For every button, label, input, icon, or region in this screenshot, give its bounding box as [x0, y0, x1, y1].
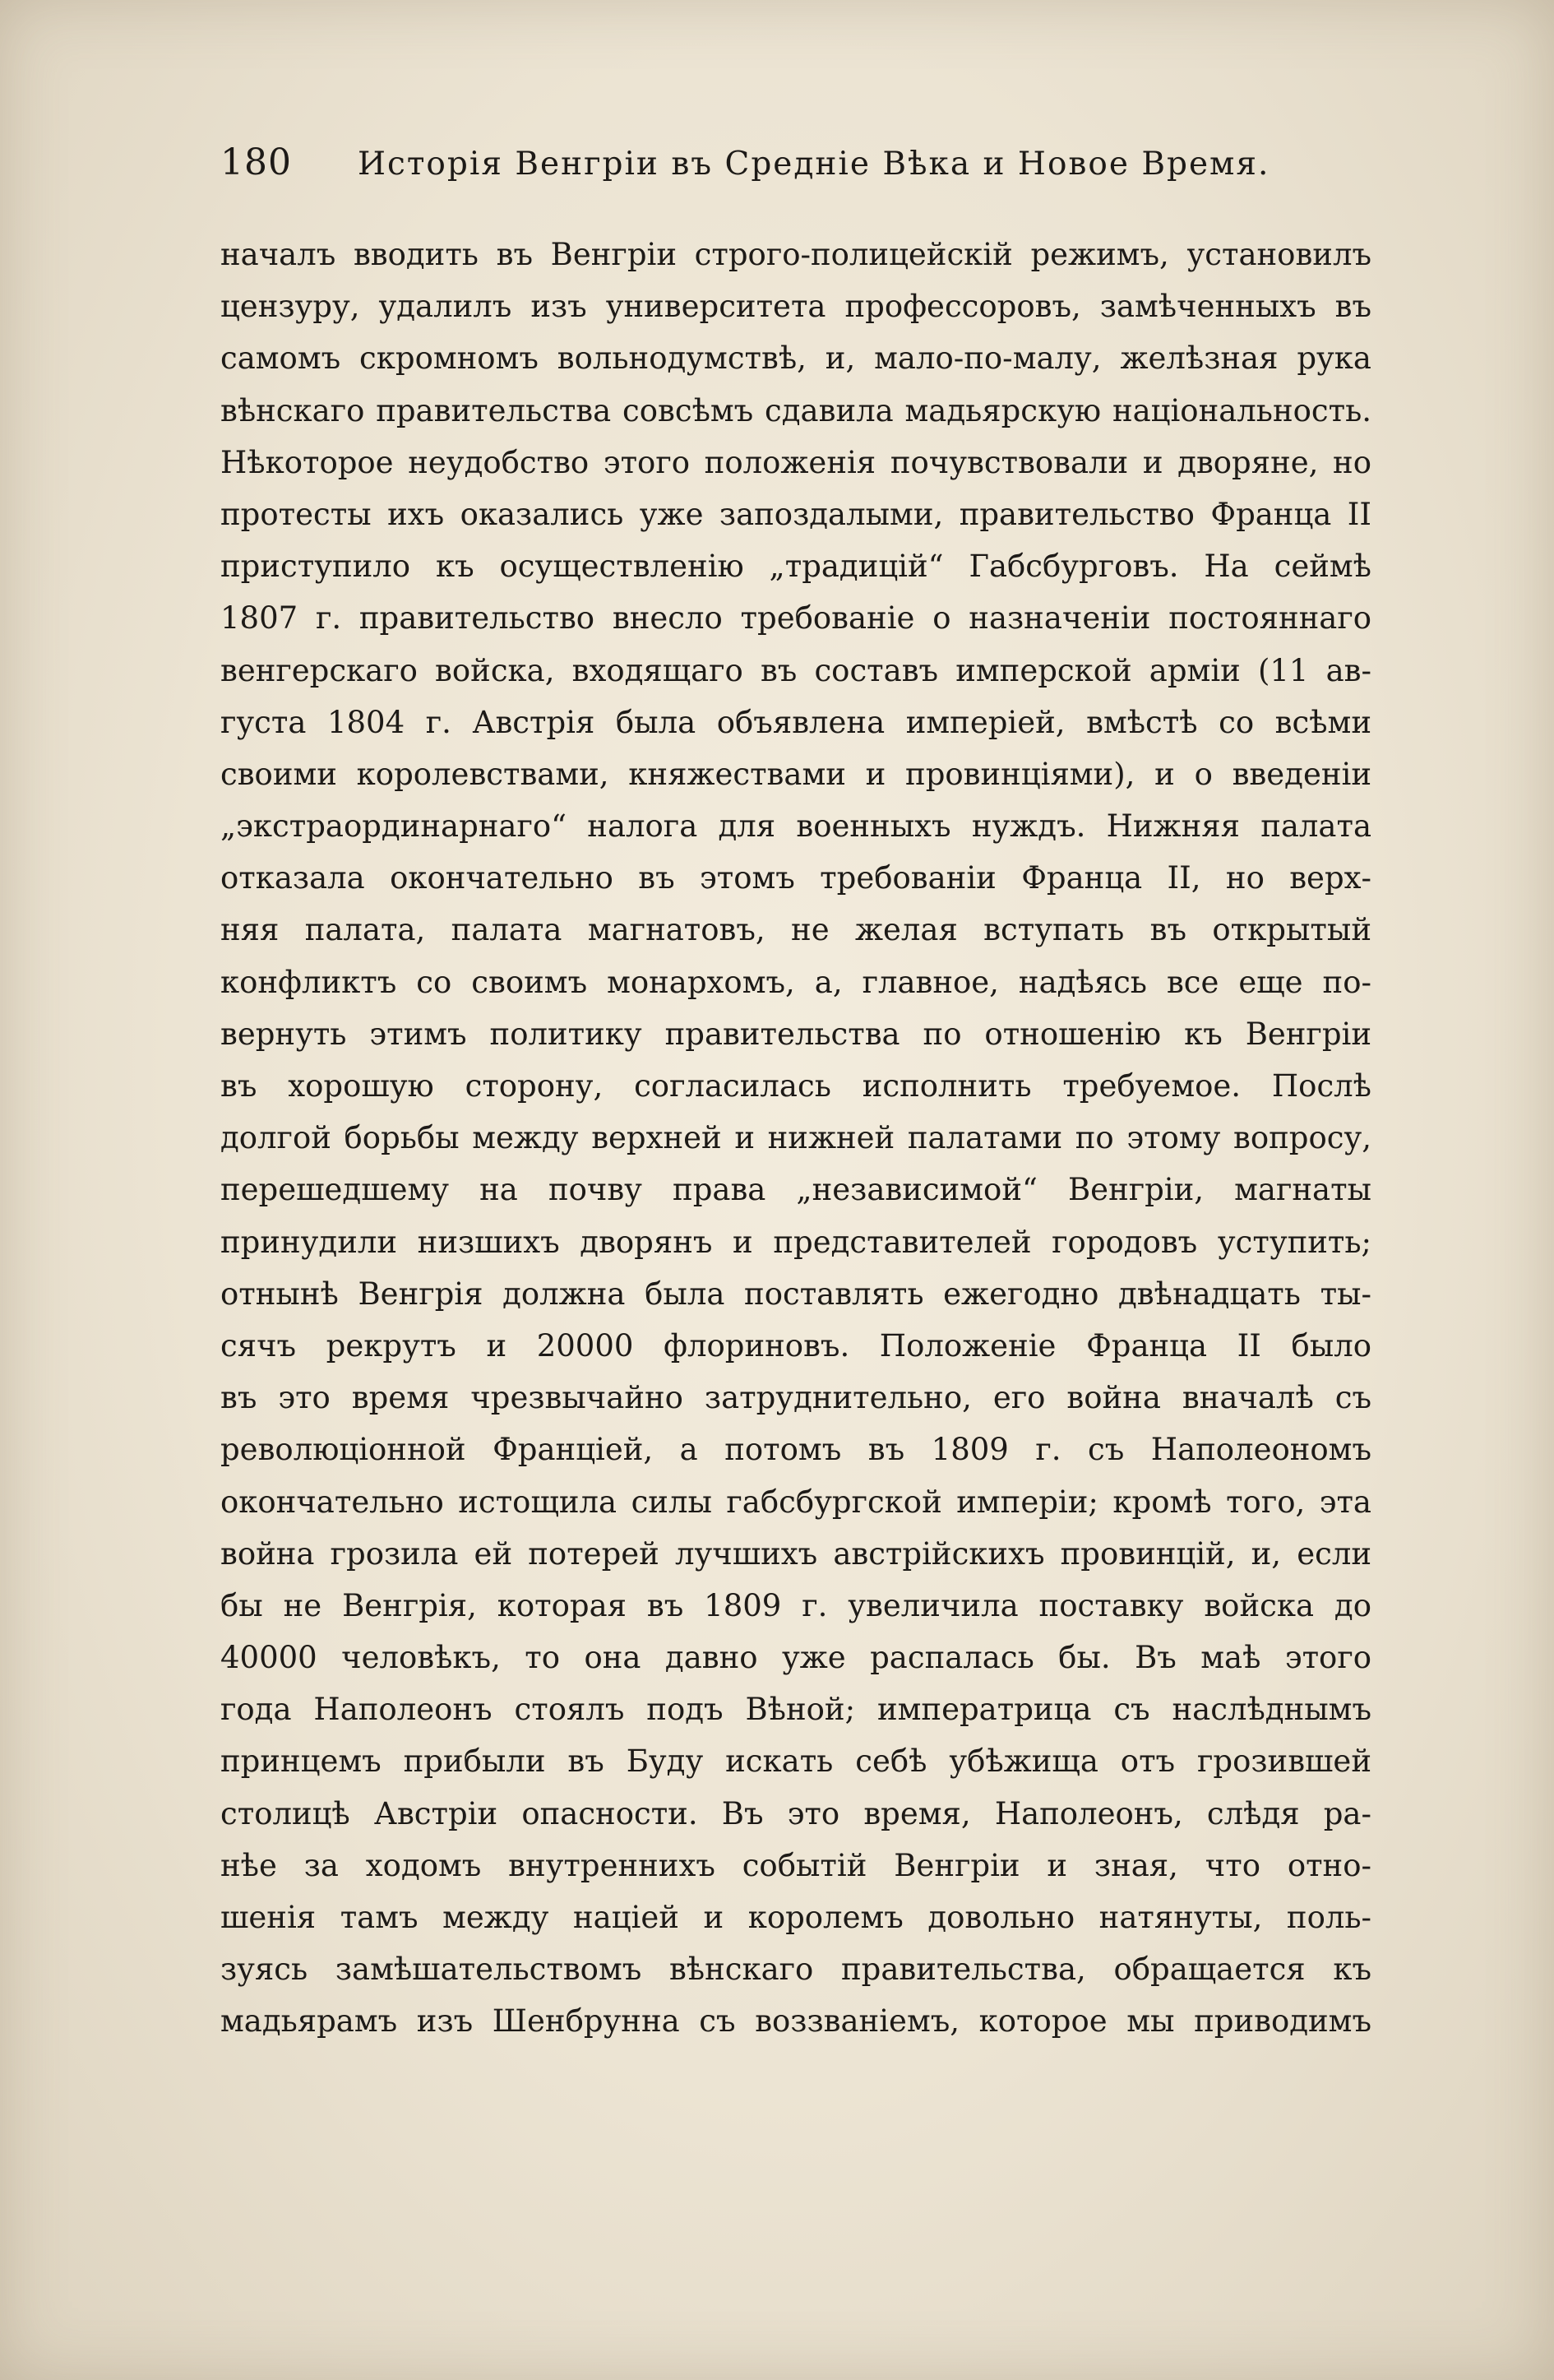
text-line: приступило къ осуществленію „традицій“ Габсбурговъ. На сеймѣ [220, 549, 1371, 585]
text-line: перешедшему на почву права „независимой“ Венгріи, магнаты [220, 1172, 1371, 1208]
text-line: принцемъ прибыли въ Буду искать себѣ убѣжища отъ грозившей [220, 1743, 1371, 1780]
text-line: самомъ скромномъ вольнодумствѣ, и, мало-по-малу, желѣзная рука [220, 340, 1371, 377]
page-number: 180 [220, 141, 292, 183]
text-line: въ это время чрезвычайно затруднительно, его война вначалѣ съ [220, 1380, 1371, 1416]
body-text [220, 229, 1371, 2048]
text-line: принудили низшихъ дворянъ и представителей городовъ уступить; [220, 1224, 1371, 1260]
text-line: конфликтъ со своимъ монархомъ, а, главное, надѣясь все еще по- [220, 964, 1371, 1000]
text-line: отнынѣ Венгрія должна была поставлять ежегодно двѣнадцать ты- [220, 1276, 1371, 1312]
running-head [220, 141, 1322, 207]
text-line: Нѣкоторое неудобство этого положенія почувствовали и дворяне, но [220, 444, 1371, 480]
text-line: 1807 г. правительство внесло требованіе о назначеніи постояннаго [220, 600, 1371, 637]
text-line: вернуть этимъ политику правительства по отношенію къ Венгріи [220, 1016, 1371, 1052]
text-line: густа 1804 г. Австрія была объявлена имперіей, вмѣстѣ со всѣми [220, 704, 1371, 740]
text-line: въ хорошую сторону, согласилась исполнить требуемое. Послѣ [220, 1068, 1371, 1104]
text-line: сячъ рекрутъ и 20000 флориновъ. Положеніе Франца II было [220, 1327, 1371, 1364]
text-line: „экстраординарнаго“ налога для военныхъ нуждъ. Нижняя палата [220, 808, 1371, 845]
text-line: мадьярамъ изъ Шенбрунна съ воззваніемъ, которое мы приводимъ [220, 2003, 1371, 2040]
text-line: зуясь замѣшательствомъ вѣнскаго правительства, обращается къ [220, 1952, 1371, 1988]
text-line: венгерскаго войска, входящаго въ составъ имперской арміи (11 ав- [220, 652, 1371, 688]
text-line: года Наполеонъ стоялъ подъ Вѣной; императрица съ наслѣднымъ [220, 1692, 1371, 1728]
text-line: шенія тамъ между націей и королемъ довольно натянуты, поль- [220, 1900, 1371, 1935]
text-line: вѣнскаго правительства совсѣмъ сдавила мадьярскую національность. [220, 392, 1371, 428]
text-line: протесты ихъ оказались уже запоздалыми, правительство Франца II [220, 496, 1371, 532]
text-line: столицѣ Австріи опасности. Въ это время, Наполеонъ, слѣдя ра- [220, 1795, 1371, 1831]
text-line: окончательно истощила силы габсбургской имперіи; кромѣ того, эта [220, 1484, 1371, 1520]
text-line: отказала окончательно въ этомъ требованіи Франца II, но верх- [220, 860, 1371, 896]
text-line: бы не Венгрія, которая въ 1809 г. увеличила поставку войска до [220, 1587, 1371, 1623]
text-line: няя палата, палата магнатовъ, не желая вступать въ открытый [220, 912, 1371, 948]
text-line: нѣе за ходомъ внутреннихъ событій Венгріи и зная, что отно- [220, 1847, 1371, 1883]
text-line: своими королевствами, княжествами и провинціями), и о введеніи [220, 756, 1371, 792]
text-line: революціонной Франціей, а потомъ въ 1809 г. съ Наполеономъ [220, 1432, 1371, 1468]
running-title: Исторія Венгріи въ Средніе Вѣка и Новое Время. [357, 146, 1270, 183]
text-line: началъ вводить въ Венгріи строго-полицейскій режимъ, установилъ [220, 237, 1371, 272]
text-line: долгой борьбы между верхней и нижней палатами по этому вопросу, [220, 1120, 1371, 1156]
text-line: цензуру, удалилъ изъ университета профессоровъ, замѣченныхъ въ [220, 289, 1371, 325]
text-line: 40000 человѣкъ, то она давно уже распалась бы. Въ маѣ этого [220, 1640, 1371, 1676]
text-line: война грозила ей потерей лучшихъ австрійскихъ провинцій, и, если [220, 1535, 1371, 1572]
